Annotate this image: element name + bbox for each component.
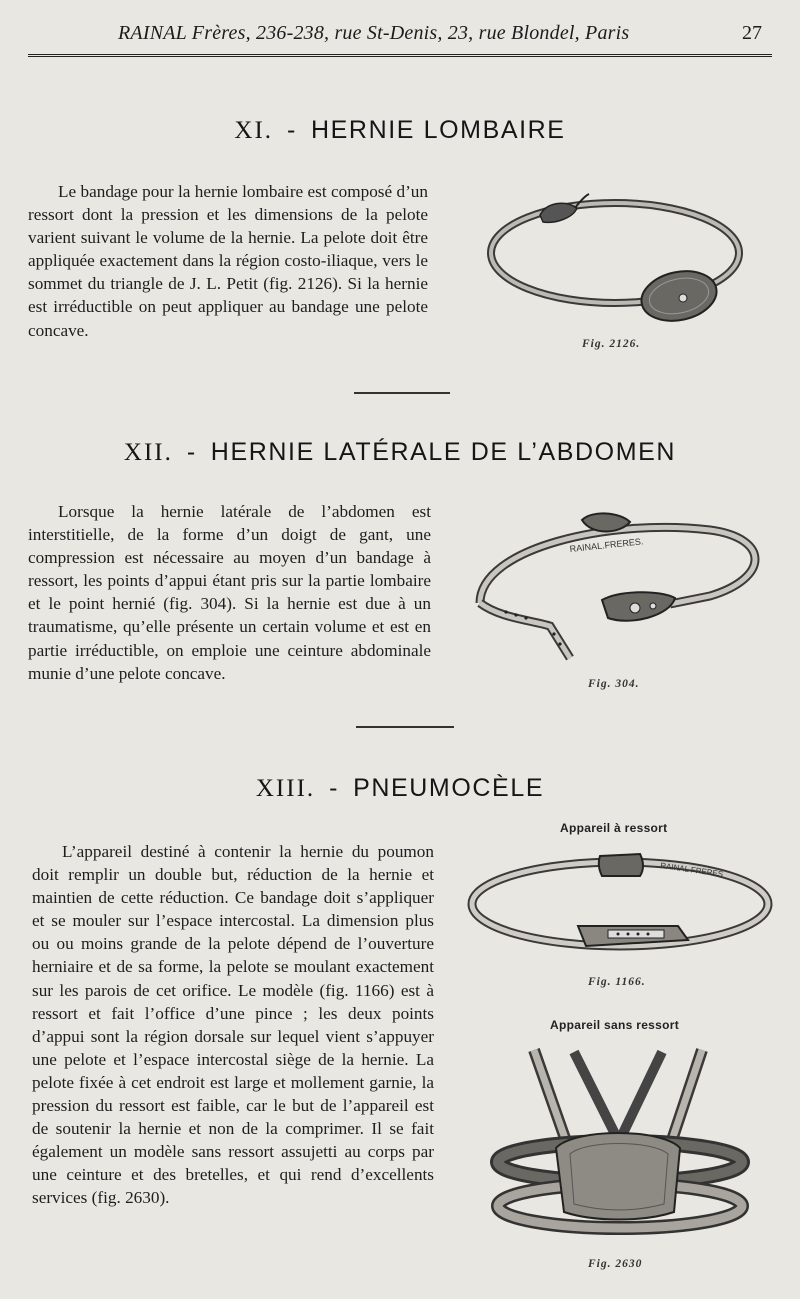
truss-illustration-fig-304 bbox=[470, 508, 765, 673]
section-roman: XI. bbox=[234, 117, 274, 144]
figure-heading-appareil-ressort: Appareil à ressort bbox=[560, 821, 668, 835]
section-title-pneumocele: XIII. - PNEUMOCÈLE bbox=[255, 774, 545, 802]
section-paragraph-hernie-laterale: Lorsque la hernie latérale de l’abdomen est interstitielle, de la forme d’un doigt de gant, une compression est nécessaire au moyen d’un bandage à ressort, les points d’appui étant pris sur la partie lombaire et le point hernié (fig. 304). Si la hernie est due à un traumatisme, qu’elle présente un certain volume et est en partie irréductible, on emploie une ceinture abdominale munie d’une pelote concave. bbox=[28, 502, 431, 683]
section-paragraph-hernie-lombaire: Le bandage pour la hernie lombaire est composé d’un ressort dont la pression et les dimensions de la pelote varient suivant le volume de la hernie. La pelote doit être appliquée exactement dans la région costo-iliaque, vers le sommet du triangle de J. L. Petit (fig. 2126). Si la hernie est irréductible on peut appliquer au bandage une pelote concave. bbox=[28, 182, 428, 340]
section-divider bbox=[356, 726, 454, 728]
figure-heading-appareil-sans-ressort: Appareil sans ressort bbox=[550, 1018, 680, 1032]
section-divider bbox=[354, 392, 450, 394]
section-roman: XIII. bbox=[255, 775, 316, 802]
section-title-text: PNEUMOCÈLE bbox=[353, 774, 545, 802]
harness-illustration-fig-2630 bbox=[494, 1044, 750, 1254]
figure-caption-2126: Fig. 2126. bbox=[582, 338, 641, 350]
truss-illustration-fig-2126 bbox=[485, 190, 750, 335]
figure-caption-2630: Fig. 2630 bbox=[588, 1258, 643, 1270]
header-text: RAINAL Frères, 236-238, rue St-Denis, 23, rue Blondel, Paris bbox=[118, 22, 630, 44]
section-title-text: HERNIE LATÉRALE DE L’ABDOMEN bbox=[210, 438, 677, 466]
section-title-hernie-laterale: XII. - HERNIE LATÉRALE DE L’ABDOMEN bbox=[123, 438, 677, 466]
figure-caption-304: Fig. 304. bbox=[588, 678, 640, 690]
section-title-text: HERNIE LOMBAIRE bbox=[310, 116, 566, 144]
belt-maker-label: RAINAL FRERES bbox=[659, 861, 724, 879]
section-paragraph-pneumocele: L’appareil destiné à contenir la hernie du poumon doit remplir un double but, réduction de la hernie et maintien de cette réduction. Ce bandage doit s’appliquer et se mouler sur l’espace intercostal. La dimension plus ou ou moins grande de la pelote dépend de l’ouverture herniaire et de sa forme, la pelote se moulant exactement sur les parois de cet orifice. Le modèle (fig. 1166) est à ressort et fait l’office d’une pince ; les deux points d’appui sont la région dorsale sur lequel vient s’appuyer une pelote et l’espace intercostal siège de la hernie. La pelote fixée à cet endroit est large et mollement garnie, la pression du ressort est faible, car le but de l’appareil est de soutenir la hernie et non de la comprimer. Il se fait également un modèle sans ressort assujetti au corps par une ceinture et des bretelles, et qui rend d’excellents services (fig. 2630). bbox=[32, 842, 434, 1208]
page-header bbox=[28, 20, 772, 57]
page-number: 27 bbox=[742, 22, 762, 44]
section-title-hernie-lombaire: XI. - HERNIE LOMBAIRE bbox=[234, 116, 566, 144]
belt-maker-label: RAINAL.FRERES. bbox=[569, 536, 644, 554]
figure-caption-1166: Fig. 1166. bbox=[588, 976, 646, 988]
truss-illustration-fig-1166 bbox=[468, 848, 776, 968]
section-roman: XII. bbox=[123, 439, 173, 466]
